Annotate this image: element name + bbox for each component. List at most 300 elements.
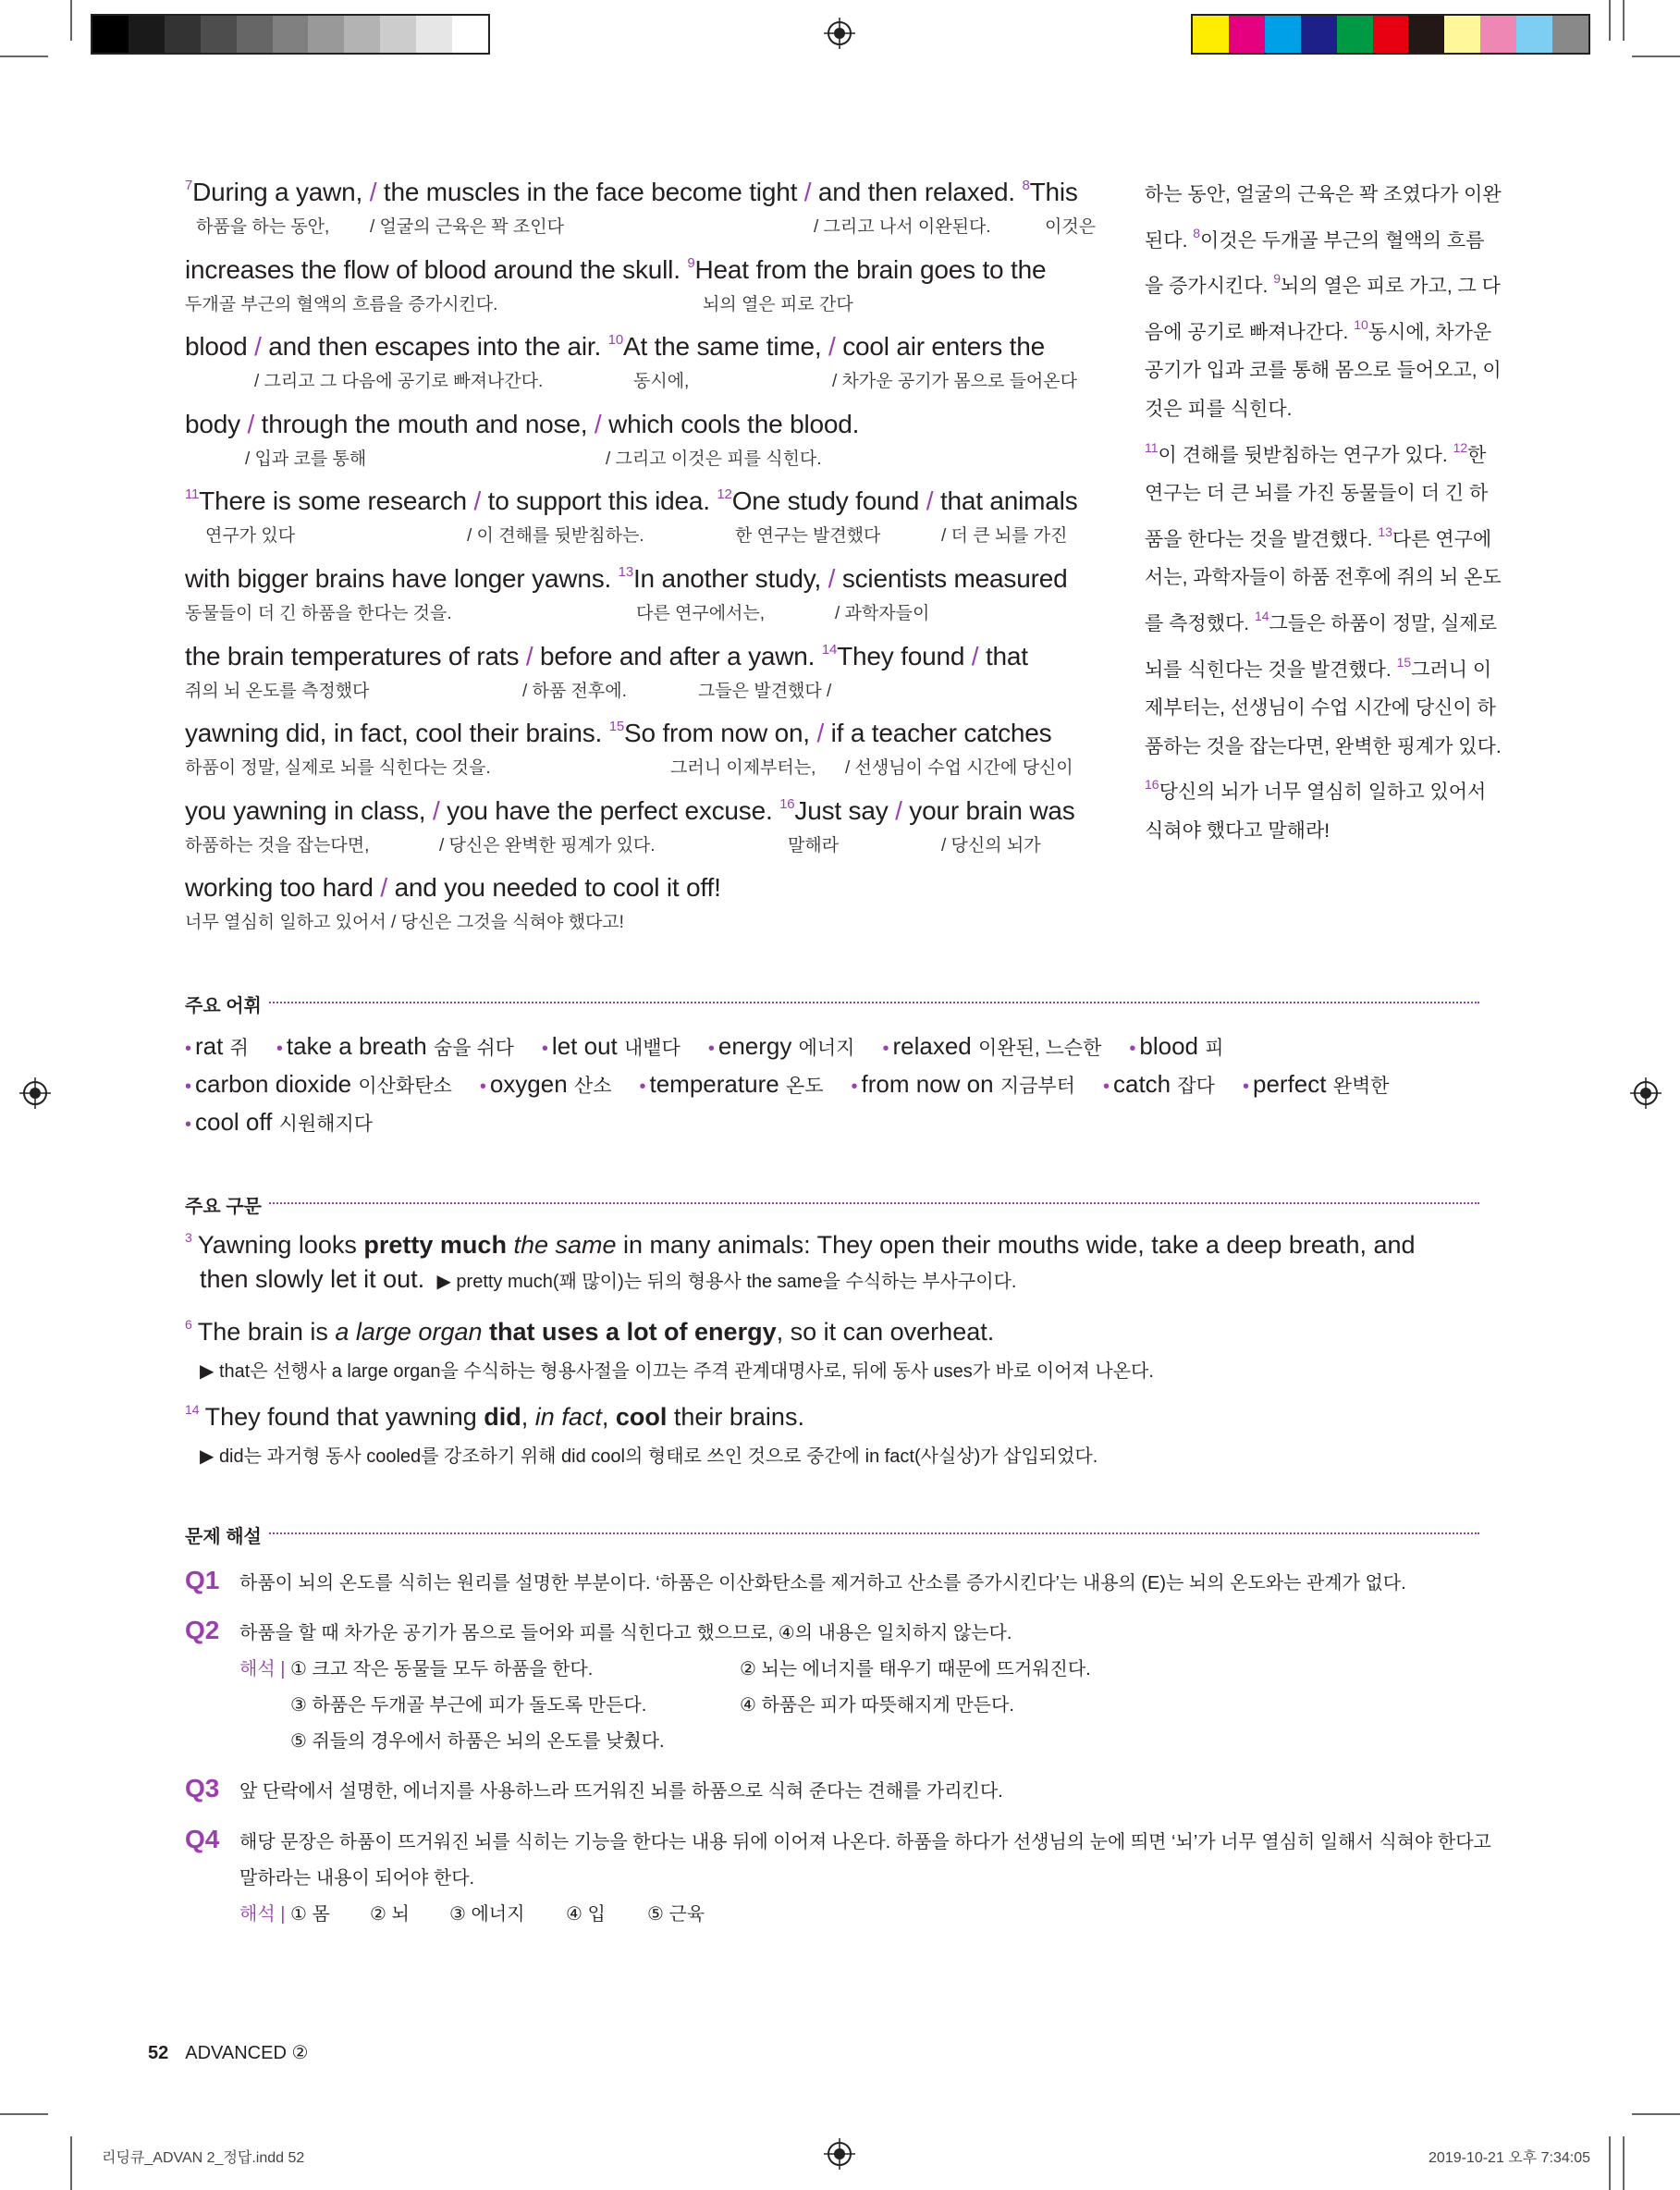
option-3: ③ 에너지 (449, 1904, 525, 1925)
vocab-word: catch (1113, 1070, 1171, 1098)
sentence-number: 16 (1145, 777, 1159, 793)
gloss-chunk: 말해라 (788, 835, 840, 855)
sentence-number: 11 (185, 486, 200, 503)
sidebar-line (1145, 390, 1487, 429)
sidebar-text: 그러니 이 (1411, 658, 1492, 681)
chunk-text: and then relaxed. (817, 178, 1023, 206)
color-swatch (1444, 16, 1480, 53)
chunk-text: you have the perfect excuse. (447, 795, 780, 825)
chunk-text: that animals (939, 486, 1078, 516)
chunk-slash: / (254, 332, 269, 362)
english-sentence (185, 332, 1045, 362)
expression-text: the same (513, 1231, 617, 1259)
bullet-icon: • (851, 1077, 858, 1097)
english-sentence (185, 564, 1067, 594)
vocab-item (542, 1032, 681, 1061)
vocab-item (852, 1070, 1075, 1099)
expression-text: in many animals: They open their mouths wide, take a deep breath, and (616, 1231, 1416, 1259)
gloss-chunk: / 얼굴의 근육은 꽉 조인다 (370, 217, 564, 237)
chunk-text: They found (837, 641, 972, 671)
chunk-text: increases the flow of blood around the skull. (185, 254, 688, 284)
crop-mark (1623, 2136, 1625, 2190)
expression-text: then slowly let it out. (200, 1265, 425, 1293)
vocab-row (185, 1070, 1498, 1108)
passage-line (185, 410, 1110, 487)
color-swatch (1337, 16, 1373, 53)
expression-note: ▶ did는 과거형 동사 cooled를 강조하기 위해 did cool의 형태로 쓰인 것으로 중간에 in fact(사실상)가 삽입되었다. (200, 1446, 1098, 1467)
option-5: ⑤ 근육 (647, 1904, 705, 1925)
file-slug: 리딩큐_ADVAN 2_정답.indd 52 (102, 2150, 305, 2166)
chunk-slash: / (828, 563, 842, 593)
sentence-number: 12 (717, 486, 732, 503)
passage-line (185, 178, 1110, 255)
gloss-chunk: 하품을 하는 동안, (196, 217, 330, 237)
sentence-number: 12 (1453, 439, 1468, 455)
sentence-number: 9 (687, 254, 695, 271)
color-swatch (380, 16, 416, 53)
vocab-word: rat (195, 1032, 224, 1060)
vocab-word: cool off (195, 1108, 273, 1136)
english-sentence (185, 796, 1075, 826)
chunk-text: and you needed to cool it off! (394, 873, 721, 903)
sidebar-text: 를 측정했다. (1145, 612, 1255, 634)
sentence-number: 15 (1396, 654, 1412, 670)
option-2: ② 뇌 (370, 1904, 410, 1925)
sidebar-line (1145, 559, 1502, 597)
bullet-icon: • (276, 1039, 283, 1059)
vocab-word: carbon dioxide (195, 1070, 352, 1098)
sidebar-line (1145, 215, 1487, 261)
chunk-slash: / (828, 332, 843, 362)
chunk-text: At the same time, (622, 332, 829, 362)
expression-text: , (521, 1403, 535, 1431)
gloss-chunk: / 선생님이 수업 시간에 당신이 (845, 758, 1073, 779)
gloss-chunk: 하품하는 것을 잡는다면, (185, 835, 370, 855)
sidebar-line (1145, 689, 1496, 728)
crop-mark (1609, 2136, 1611, 2190)
korean-gloss (185, 367, 1110, 391)
chunk-slash: / (803, 178, 818, 206)
chunk-text: So from now on, (624, 719, 817, 748)
gloss-chunk: 동물들이 더 긴 하품을 한다는 것을. (185, 603, 452, 623)
answer-q2 (185, 1616, 1498, 1764)
chunk-text: which cools the blood. (608, 409, 860, 438)
question-label: Q2 (185, 1616, 220, 1644)
korean-gloss (185, 445, 1110, 469)
vocab-meaning: 숨을 쉬다 (433, 1038, 514, 1059)
chunk-text: Heat from the brain goes to the (694, 254, 1047, 284)
bullet-icon: • (707, 1039, 715, 1059)
vocab-item (1103, 1070, 1215, 1099)
gloss-chunk: 쥐의 뇌 온도를 측정했다 (185, 681, 370, 701)
sidebar-line (1145, 728, 1502, 767)
chunk-text: yawning did, in fact, cool their brains. (185, 719, 609, 748)
sidebar-text: 뇌의 열은 피로 가고, 그 다 (1281, 276, 1501, 298)
gloss-chunk: 두개골 부근의 혈액의 흐름을 증가시킨다. (185, 294, 498, 314)
expression-text: their brains. (667, 1403, 804, 1431)
sidebar-text: 품을 한다는 것을 발견했다. (1145, 528, 1379, 550)
vocab-word: perfect (1252, 1070, 1327, 1098)
vocab-item (639, 1070, 823, 1099)
chunk-text: blood (185, 332, 255, 362)
chunk-text: During a yawn, (192, 178, 370, 206)
chunk-text: your brain was (909, 795, 1075, 825)
sidebar-text: 것은 피를 식힌다. (1145, 398, 1293, 420)
korean-gloss (185, 677, 1110, 701)
expression-text (483, 1318, 490, 1346)
vocab-item (882, 1032, 1101, 1061)
color-swatch (1552, 16, 1588, 53)
color-swatch (165, 16, 201, 53)
bullet-icon: • (639, 1077, 646, 1097)
sidebar-line (1145, 597, 1497, 644)
color-swatch (1301, 16, 1337, 53)
option-4: ④ 하품은 피가 따뜻해지게 만든다. (740, 1695, 1014, 1716)
chunk-text: through the mouth and nose, (261, 409, 595, 438)
gloss-chunk: 너무 열심히 일하고 있어서 / 당신은 그것을 식혀야 했다고! (185, 913, 624, 933)
question-label: Q4 (185, 1825, 220, 1853)
bullet-icon: • (185, 1114, 192, 1135)
gloss-chunk: / 하품 전후에. (522, 681, 627, 701)
page-footer (148, 2041, 308, 2064)
sentence-number: 8 (1193, 225, 1201, 240)
chunk-text: Just say (794, 795, 896, 825)
sidebar-text: 된다. (1145, 229, 1194, 252)
sidebar-text: 서는, 과학자들이 하품 전후에 쥐의 뇌 온도 (1145, 567, 1502, 589)
bullet-icon: • (1102, 1077, 1110, 1097)
chunk-slash: / (816, 719, 831, 748)
chunk-text: before and after a yawn. (540, 641, 822, 671)
sidebar-line (1145, 513, 1492, 560)
expression-text: They found that yawning (204, 1403, 484, 1431)
gloss-chunk: / 당신의 뇌가 (941, 835, 1041, 855)
chunk-text: body (185, 409, 248, 438)
sidebar-line (1145, 306, 1492, 352)
sentence-number: 13 (618, 563, 633, 580)
bullet-icon: • (185, 1077, 192, 1097)
bullet-icon: • (541, 1039, 548, 1059)
vocab-meaning: 시원해지다 (278, 1113, 374, 1135)
chunk-text: and then escapes into the air. (268, 332, 608, 362)
color-bar (1191, 14, 1590, 55)
sentence-number: 7 (185, 178, 193, 193)
vocab-word: take a breath (286, 1032, 427, 1060)
chunk-text: the muscles in the face become tight (383, 178, 804, 206)
registration-mark-icon (1630, 1077, 1662, 1109)
crop-mark (1632, 55, 1680, 57)
color-swatch (308, 16, 344, 53)
gloss-chunk: / 이 견해를 뒷받침하는. (467, 526, 644, 547)
answer-text: 해당 문장은 하품이 뜨거워진 뇌를 식히는 기능을 한다는 내용 뒤에 이어져 나온다. 하품을 하다가 선생님의 눈에 띄면 ‘뇌’가 너무 열심히 일해서 식혀야 한다고 (239, 1832, 1491, 1852)
english-sentence (185, 410, 859, 439)
vocab-word: oxygen (489, 1070, 568, 1098)
gloss-chunk: / 그리고 나서 이완된다. (814, 217, 991, 237)
chunk-text: In another study, (632, 563, 828, 593)
registration-mark-icon (824, 18, 855, 49)
vocab-meaning: 온도 (785, 1076, 824, 1097)
answer-q1 (185, 1566, 1498, 1603)
passage-line (185, 332, 1110, 410)
expression-number: 3 (185, 1230, 192, 1245)
section-divider (185, 1002, 1479, 1003)
gloss-chunk: 한 연구는 발견했다 (735, 526, 881, 547)
chunk-slash: / (380, 873, 395, 903)
vocab-meaning: 지금부터 (999, 1076, 1075, 1097)
vocab-word: from now on (861, 1070, 994, 1098)
gloss-chunk: / 그리고 이것은 피를 식힌다. (606, 449, 822, 469)
expression-note: ▶ pretty much(꽤 많이)는 뒤의 형용사 the same을 수식하는 부사구이다. (436, 1272, 1017, 1292)
chunk-slash: / (247, 409, 262, 438)
color-swatch (1480, 16, 1516, 53)
korean-gloss (185, 290, 1110, 314)
vocab-item (1129, 1032, 1223, 1061)
sidebar-line (1145, 351, 1502, 390)
korean-gloss (185, 599, 1110, 623)
vocab-meaning: 에너지 (798, 1038, 855, 1059)
sentence-number: 14 (1254, 608, 1269, 623)
gloss-chunk: / 그리고 그 다음에 공기로 빠져나간다. (254, 372, 544, 392)
chunk-slash: / (473, 486, 488, 516)
chunk-text: cool air enters the (842, 332, 1045, 362)
translation-label: 해석 | (239, 1904, 286, 1925)
vocab-row (185, 1108, 1498, 1146)
sidebar-text: 을 증가시킨다. (1145, 276, 1274, 298)
color-swatch (1373, 16, 1409, 53)
crop-mark (70, 0, 72, 41)
grayscale-bar (91, 14, 490, 55)
expression-text: did (484, 1403, 521, 1431)
chunk-text: you yawning in class, (185, 795, 433, 825)
chunk-text: scientists measured (841, 563, 1068, 593)
vocab-item (276, 1032, 514, 1061)
gloss-chunk: 다른 연구에서는, (636, 603, 766, 623)
sentence-number: 13 (1378, 523, 1392, 539)
expression-number: 14 (185, 1402, 200, 1417)
vocab-word: blood (1139, 1032, 1199, 1060)
vocab-item (480, 1070, 612, 1099)
sidebar-text: 공기가 입과 코를 통해 몸으로 들어오고, 이 (1145, 360, 1502, 382)
color-swatch (273, 16, 309, 53)
answer-text: 하품이 뇌의 온도를 식히는 원리를 설명한 부분이다. ‘하품은 이산화탄소를 제거하고 산소를 증가시킨다’는 내용의 (E)는 뇌의 온도와는 관계가 없다. (239, 1573, 1406, 1593)
chunk-text: if a teacher catches (830, 719, 1052, 748)
gloss-chunk: / 차가운 공기가 몸으로 들어온다 (832, 372, 1077, 392)
option-5: ⑤ 쥐들의 경우에서 하품은 뇌의 온도를 낮췄다. (290, 1731, 665, 1752)
gloss-chunk: / 당신은 완벽한 핑계가 있다. (439, 835, 656, 855)
translation-sidebar (1145, 176, 1502, 851)
chunk-text: the brain temperatures of rats (185, 641, 526, 671)
vocab-meaning: 이완된, 느슨한 (977, 1038, 1102, 1059)
crop-mark (1632, 2113, 1680, 2115)
crop-mark (1623, 0, 1625, 41)
sentence-number: 15 (608, 719, 625, 735)
korean-gloss (185, 831, 1110, 855)
gloss-chunk: / 더 큰 뇌를 가진 (941, 526, 1068, 547)
date-slug: 2019-10-21 오후 7:34:05 (1429, 2150, 1591, 2166)
english-sentence (185, 642, 1028, 671)
english-sentence (185, 178, 1078, 207)
chunk-text: This (1029, 178, 1078, 206)
korean-gloss (185, 754, 1110, 778)
bullet-icon: • (185, 1039, 192, 1059)
sidebar-line (1145, 260, 1501, 306)
question-label: Q1 (185, 1566, 220, 1594)
answer-text: 앞 단락에서 설명한, 에너지를 사용하느라 뜨거워진 뇌를 하품으로 식혀 준다는 견해를 가리킨다. (239, 1781, 1003, 1802)
sidebar-line (1145, 644, 1492, 690)
vocab-item (185, 1032, 249, 1061)
sidebar-line (1145, 812, 1487, 851)
option-2: ② 뇌는 에너지를 태우기 때문에 뜨거워진다. (740, 1659, 1091, 1679)
chunk-text: with bigger brains have longer yawns. (185, 563, 619, 593)
vocab-item (1243, 1070, 1390, 1099)
sidebar-text: 그들은 하품이 정말, 실제로 (1269, 612, 1497, 634)
vocab-meaning: 완벽한 (1332, 1076, 1390, 1097)
gloss-chunk: / 입과 코를 통해 (245, 449, 367, 469)
sentence-number: 16 (779, 795, 795, 812)
gloss-chunk: 그들은 발견했다 / (698, 681, 832, 701)
translation-label: 해석 | (239, 1659, 286, 1679)
chunk-slash: / (971, 641, 986, 671)
vocab-item (185, 1070, 452, 1099)
passage-line (185, 255, 1110, 333)
expression-text: a large organ (335, 1318, 483, 1346)
color-swatch (129, 16, 165, 53)
answer-text: 말하라는 내용이 되어야 한다. (239, 1868, 475, 1889)
sidebar-text: 음에 공기로 빠져나간다. (1145, 321, 1355, 343)
sidebar-text: 한 (1467, 444, 1487, 466)
crop-mark (1609, 0, 1611, 41)
expression-text: The brain is (197, 1318, 336, 1346)
korean-gloss (185, 908, 1110, 932)
option-4: ④ 입 (566, 1904, 606, 1925)
gloss-chunk: 하품이 정말, 실제로 뇌를 식힌다는 것을. (185, 758, 491, 779)
color-swatch (416, 16, 452, 53)
vocab-item (185, 1108, 373, 1137)
book-title: ADVANCED ② (185, 2043, 309, 2063)
gloss-chunk: 연구가 있다 (205, 526, 296, 547)
gloss-chunk: 뇌의 열은 피로 간다 (703, 294, 853, 314)
expression-item (185, 1317, 1498, 1383)
sidebar-line (1145, 766, 1487, 812)
english-sentence (185, 873, 721, 903)
vocab-meaning: 이산화탄소 (358, 1076, 452, 1097)
bullet-icon: • (479, 1077, 486, 1097)
expression-item (185, 1230, 1498, 1294)
sentence-number: 14 (821, 641, 838, 658)
bullet-icon: • (1242, 1077, 1249, 1097)
gloss-chunk: / 과학자들이 (835, 603, 930, 623)
passage-line (185, 719, 1110, 796)
vocab-meaning: 잡다 (1177, 1076, 1215, 1097)
korean-gloss (185, 522, 1110, 546)
sidebar-text: 제부터는, 선생님이 수업 시간에 당신이 하 (1145, 697, 1496, 720)
vocab-word: temperature (649, 1070, 779, 1098)
sidebar-text: 식혀야 했다고 말해라! (1145, 819, 1331, 842)
vocab-word: energy (717, 1032, 792, 1060)
bullet-icon: • (1129, 1039, 1136, 1059)
option-1: ① 몸 (290, 1904, 330, 1925)
chunk-text: There is some research (199, 486, 474, 516)
chunk-text: working too hard (185, 873, 381, 903)
color-swatch (1408, 16, 1444, 53)
chunk-slash: / (525, 641, 541, 671)
chunk-slash: / (594, 409, 609, 438)
expression-text: Yawning looks (197, 1231, 364, 1259)
expression-note: ▶ that은 선행사 a large organ을 수식하는 형용사절을 이끄는 주격 관계대명사로, 뒤에 동사 uses가 바로 이어져 나온다. (200, 1361, 1154, 1382)
question-label: Q3 (185, 1774, 220, 1802)
color-swatch (1229, 16, 1265, 53)
crop-mark (70, 2136, 72, 2190)
vocab-word: let out (551, 1032, 618, 1060)
vocab-list (185, 1032, 1498, 1146)
sidebar-text: 동시에, 차가운 (1367, 321, 1492, 343)
sidebar-line (1145, 429, 1487, 475)
passage-line (185, 486, 1110, 564)
answers-section-title: 문제 해설 (185, 1521, 267, 1548)
vocab-meaning: 피 (1205, 1038, 1224, 1059)
sidebar-text: 품하는 것을 잡는다면, 완벽한 핑계가 있다. (1145, 735, 1502, 757)
sentence-number: 11 (1145, 439, 1159, 455)
section-divider (185, 1532, 1479, 1534)
gloss-chunk: 이것은 (1045, 217, 1097, 237)
sentence-number: 10 (607, 332, 623, 349)
chunk-text: that (985, 641, 1028, 671)
sentence-number: 9 (1273, 271, 1281, 287)
chunk-text: to support this idea. (487, 486, 717, 516)
passage-line (185, 564, 1110, 642)
sidebar-text: 당신의 뇌가 너무 열심히 일하고 있어서 (1159, 781, 1487, 804)
vocab-word: relaxed (892, 1032, 972, 1060)
color-swatch (1516, 16, 1552, 53)
color-swatch (1193, 16, 1229, 53)
english-sentence (185, 255, 1046, 285)
vocab-item (708, 1032, 855, 1061)
expression-text: , (601, 1403, 616, 1431)
sentence-number: 10 (1354, 316, 1368, 332)
english-sentence (185, 486, 1078, 516)
answer-text: 하품을 할 때 차가운 공기가 몸으로 들어와 피를 식힌다고 했으므로, ④의 내용은 일치하지 않는다. (239, 1623, 1012, 1643)
sidebar-line (1145, 176, 1502, 215)
chunk-slash: / (432, 795, 448, 825)
registration-mark-icon (824, 2138, 855, 2170)
vocab-meaning: 산소 (573, 1076, 612, 1097)
expression-text: in fact (534, 1403, 602, 1431)
chunk-slash: / (926, 486, 940, 516)
section-divider (185, 1202, 1479, 1204)
sidebar-text: 뇌를 식힌다는 것을 발견했다. (1145, 658, 1397, 681)
sidebar-line (1145, 474, 1487, 513)
vocab-meaning: 내뱉다 (623, 1038, 681, 1059)
expression-number: 6 (185, 1317, 192, 1332)
color-swatch (344, 16, 380, 53)
chunk-text: One study found (731, 486, 926, 516)
page-number: 52 (148, 2043, 169, 2063)
color-swatch (92, 16, 129, 53)
bullet-icon: • (882, 1039, 889, 1059)
gloss-chunk: 동시에, (633, 372, 690, 392)
vocab-section-title: 주요 어휘 (185, 990, 267, 1017)
answer-q3 (185, 1774, 1498, 1811)
sidebar-text: 연구는 더 큰 뇌를 가진 동물들이 더 긴 하 (1145, 483, 1489, 505)
option-1: ① 크고 작은 동물들 모두 하품을 한다. (290, 1659, 594, 1679)
sentence-number: 8 (1022, 178, 1030, 193)
crop-mark (0, 55, 48, 57)
passage-line (185, 796, 1110, 874)
color-swatch (201, 16, 237, 53)
passage-line (185, 873, 1110, 951)
chunk-slash: / (895, 795, 910, 825)
passage-line (185, 642, 1110, 720)
expression-text: that uses a lot of energy (489, 1318, 777, 1346)
